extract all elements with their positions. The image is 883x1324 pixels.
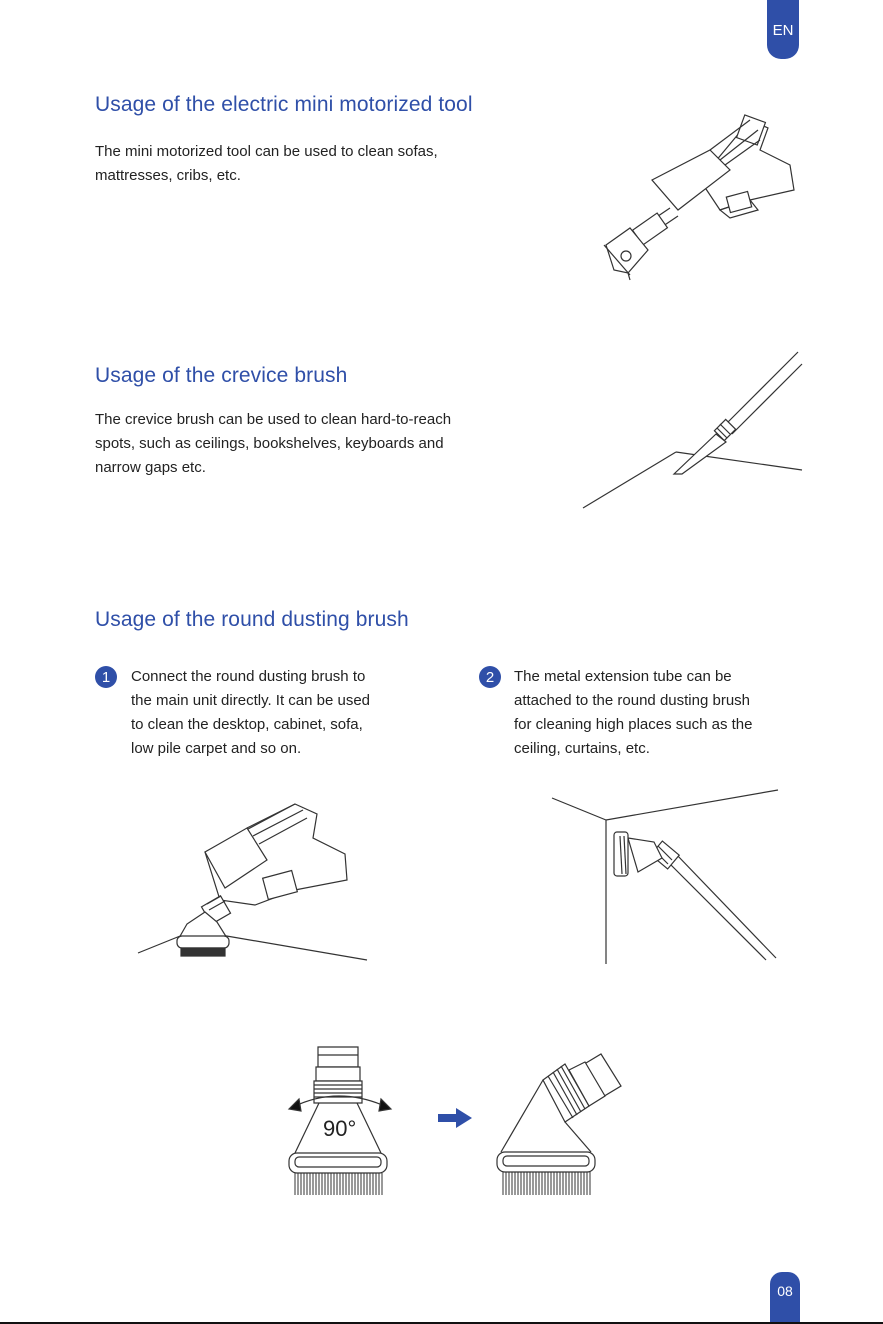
text-line: the main unit directly. It can be used — [131, 692, 371, 709]
text-line: narrow gaps etc. — [95, 459, 206, 476]
crevice-brush-illustration — [580, 350, 805, 510]
text-line: Connect the round dusting brush to — [131, 668, 366, 685]
text-line: The crevice brush can be used to clean hard-to-reach — [95, 411, 452, 428]
step-number-1: 1 — [95, 666, 117, 688]
text-line: low pile carpet and so on. — [131, 740, 302, 757]
rotation-angle-label: 90° — [323, 1116, 357, 1141]
mini-tool-description — [95, 140, 438, 188]
text-line: ceiling, curtains, etc. — [514, 740, 650, 757]
mini-tool-illustration — [600, 110, 805, 285]
text-line: to clean the desktop, cabinet, sofa, — [131, 716, 363, 733]
section-title-round-brush: Usage of the round dusting brush — [95, 608, 409, 631]
language-tab: EN — [767, 0, 799, 59]
text-line: The metal extension tube can be — [514, 668, 732, 685]
text-line: The mini motorized tool can be used to clean sofas, — [95, 143, 438, 160]
section-title-mini-tool: Usage of the electric mini motorized tool — [95, 93, 473, 116]
arrow-right-icon — [438, 1108, 472, 1128]
text-line: for cleaning high places such as the — [514, 716, 753, 733]
text-line: mattresses, cribs, etc. — [95, 167, 241, 184]
round-brush-ceiling-illustration — [550, 788, 782, 966]
round-brush-on-unit-illustration — [135, 800, 370, 965]
crevice-description — [95, 408, 451, 480]
brush-rotation-after-illustration — [493, 1052, 625, 1197]
text-line: attached to the round dusting brush — [514, 692, 751, 709]
text-line: spots, such as ceilings, bookshelves, keyboards and — [95, 435, 444, 452]
page-number: 08 — [770, 1272, 800, 1324]
section-title-crevice: Usage of the crevice brush — [95, 364, 348, 387]
step-number-2: 2 — [479, 666, 501, 688]
step-1-text — [131, 665, 370, 761]
step-2-text — [514, 665, 752, 761]
